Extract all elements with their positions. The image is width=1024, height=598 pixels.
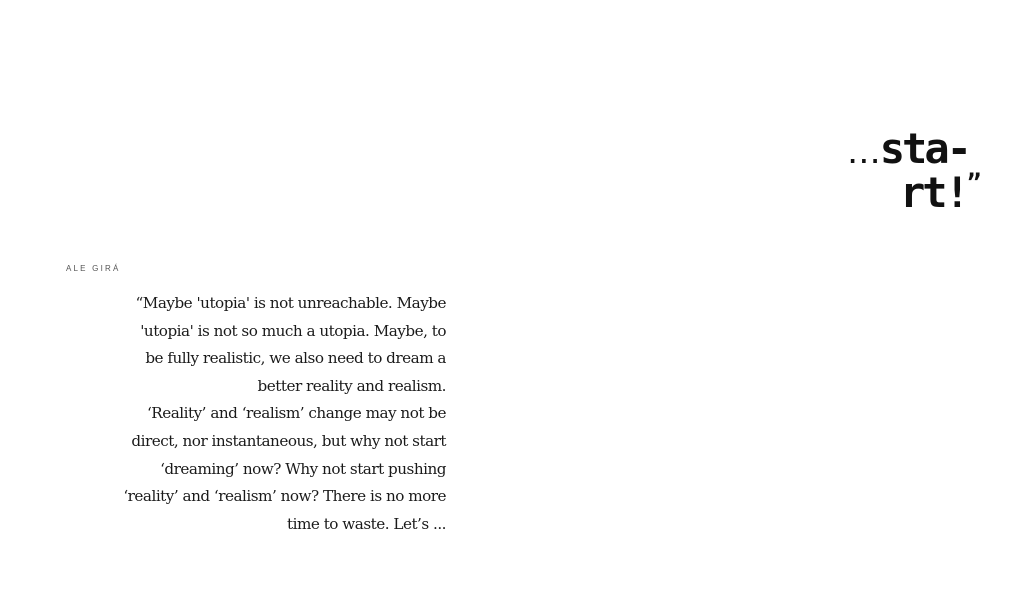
- logo-text-2: rt!: [900, 168, 967, 217]
- quote-line: ‘reality’ and ‘realism’ now? There is no more: [123, 487, 446, 506]
- quote-line: be fully realistic, we also need to dream a: [145, 349, 446, 368]
- logo-quote-mark: ”: [966, 169, 980, 197]
- quote-text: [90, 290, 446, 538]
- quote-line: time to waste. Let’s ...: [287, 514, 446, 533]
- logo-line-2: [900, 162, 980, 217]
- quote-line: ‘Reality’ and ‘realism’ change may not be: [146, 404, 446, 423]
- logo-dots: ...: [846, 144, 880, 169]
- logo-text-1: sta-: [879, 124, 969, 173]
- quote-line: “Maybe 'utopia' is not unreachable. Maybe: [135, 294, 446, 312]
- quote-line: better reality and realism.: [257, 376, 446, 395]
- quote-line: ‘dreaming’ now? Why not start pushing: [160, 459, 446, 478]
- start-logo: [846, 124, 980, 217]
- quote-line: 'utopia' is not so much a utopia. Maybe, to: [140, 321, 446, 340]
- quote-line: direct, nor instantaneous, but why not start: [131, 431, 446, 450]
- author-name: ALE GIRÁ: [66, 264, 121, 273]
